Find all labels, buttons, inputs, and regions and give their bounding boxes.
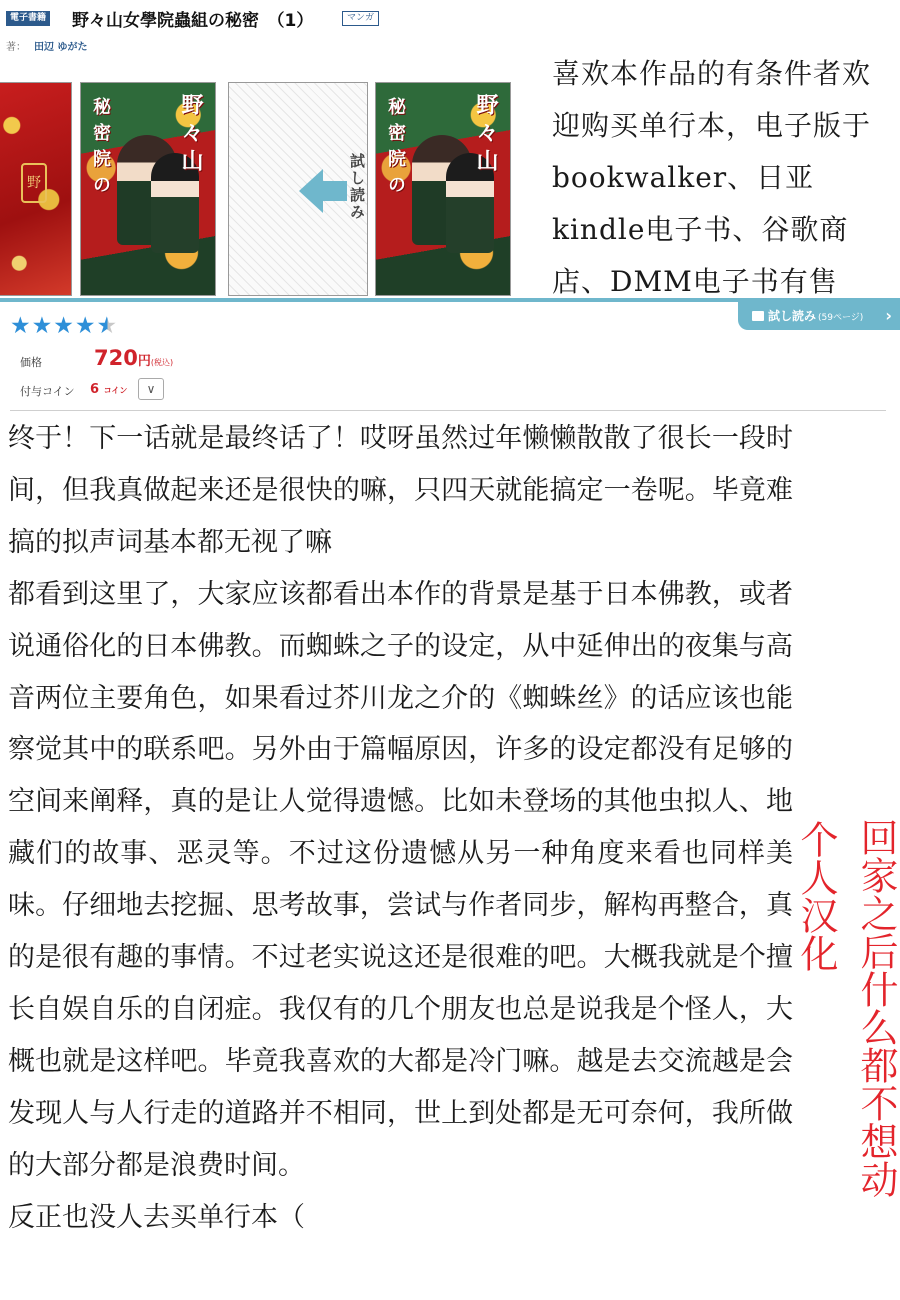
star-rating <box>10 313 118 339</box>
cover-title: 野々山 <box>178 93 204 177</box>
coin-value <box>90 382 127 397</box>
coin-unit: コイン <box>103 386 128 395</box>
price-value <box>94 346 173 370</box>
afterword-paragraph: 终于！下一话就是最终话了！哎呀虽然过年懒懒散散了很长一段时间，但我真做起来还是很快的嘛，只四天就能搞定一卷呢。毕竟难搞的拟声词基本都无视了嘛 <box>8 423 793 558</box>
book-icon <box>752 311 764 321</box>
cover-carousel <box>0 78 515 300</box>
ebook-badge: 電子書籍 <box>6 11 50 26</box>
author-prefix: 著： <box>6 42 26 53</box>
cover-subtitle: 秘密院の <box>385 97 406 201</box>
afterword-paragraph: 都看到这里了，大家应该都看出本作的背景是基于日本佛教，或者说通俗化的日本佛教。而蜘蛛之子的设定，从中延伸出的夜集与高音两位主要角色，如果看过芥川龙之介的《蜘蛛丝》的话应该也能察觉其中的联系吧。另外由于篇幅原因，许多的设定都没有足够的空间来阐释，真的是让人觉得遗憾。比如未登场的其他虫拟人、地藏们的故事、恶灵等。不过这份遗憾从另一种角度来看也同样美味。仔细地去挖掘、思考故事，尝试与作者同步，解构再整合，真的是很有趣的事情。不过老实说这还是很难的吧。大概我就是个擅长自娱自乐的自闭症。我仅有的几个朋友也总是说我是个怪人，大概也就是这样吧。毕竟我喜欢的大都是冷门嘛。越是去交流越是会发现人与人行走的道路并不相同，世上到处都是无可奈何，我所做的大部分都是浪费时间。 <box>8 578 793 1181</box>
star-full-icon: ★ <box>31 313 54 339</box>
try-read-pages: (59ページ) <box>818 313 864 323</box>
price-amount: 720 <box>94 346 138 370</box>
author-link[interactable]: 田辺 ゆがた <box>34 42 88 53</box>
chevron-down-icon[interactable]: ∨ <box>138 378 164 400</box>
side-note-left: 个人汉化 <box>794 820 838 972</box>
cover-title: 野々山 <box>473 93 499 177</box>
try-read-label: 試し読み <box>348 153 366 221</box>
author-line <box>6 38 87 53</box>
book-title[interactable]: 野々山女學院蟲組の秘密 （1） <box>72 11 314 31</box>
cover-front-image[interactable] <box>80 82 216 296</box>
side-note-right: 回家之后什么都不想动 <box>854 818 898 1198</box>
arrow-tail-icon <box>321 181 347 201</box>
section-divider <box>10 410 886 411</box>
star-full-icon: ★ <box>53 313 75 339</box>
arrow-left-icon <box>299 169 323 213</box>
cover-subtitle: 秘密院の <box>90 97 111 201</box>
star-full-icon: ★ <box>74 313 97 339</box>
cover-front-image-2[interactable] <box>375 82 511 296</box>
purchase-note: 喜欢本作品的有条件者欢迎购买单行本，电子版于bookwalker、日亚kindle电子书、谷歌商店、DMM电子书有售 <box>552 57 872 298</box>
price-currency: 円 <box>137 354 151 369</box>
translator-afterword <box>8 413 793 1244</box>
chevron-right-icon: › <box>885 306 892 325</box>
spine-seal: 野 <box>21 163 47 203</box>
try-read-card[interactable] <box>228 82 368 296</box>
manga-badge: マンガ <box>342 11 379 26</box>
price-label: 価格 <box>20 356 42 369</box>
afterword-paragraph: 反正也没人去买单行本（ <box>8 1201 305 1233</box>
cover-spine-image[interactable] <box>0 82 72 296</box>
coin-label: 付与コイン <box>20 385 75 398</box>
try-read-button-label: 試し読み <box>768 309 817 323</box>
coin-amount: 6 <box>90 382 100 397</box>
star-half-icon: ★ <box>96 313 119 339</box>
price-tax-note: (税込) <box>150 358 174 367</box>
star-full-icon: ★ <box>10 313 32 339</box>
try-read-button[interactable] <box>738 302 900 330</box>
